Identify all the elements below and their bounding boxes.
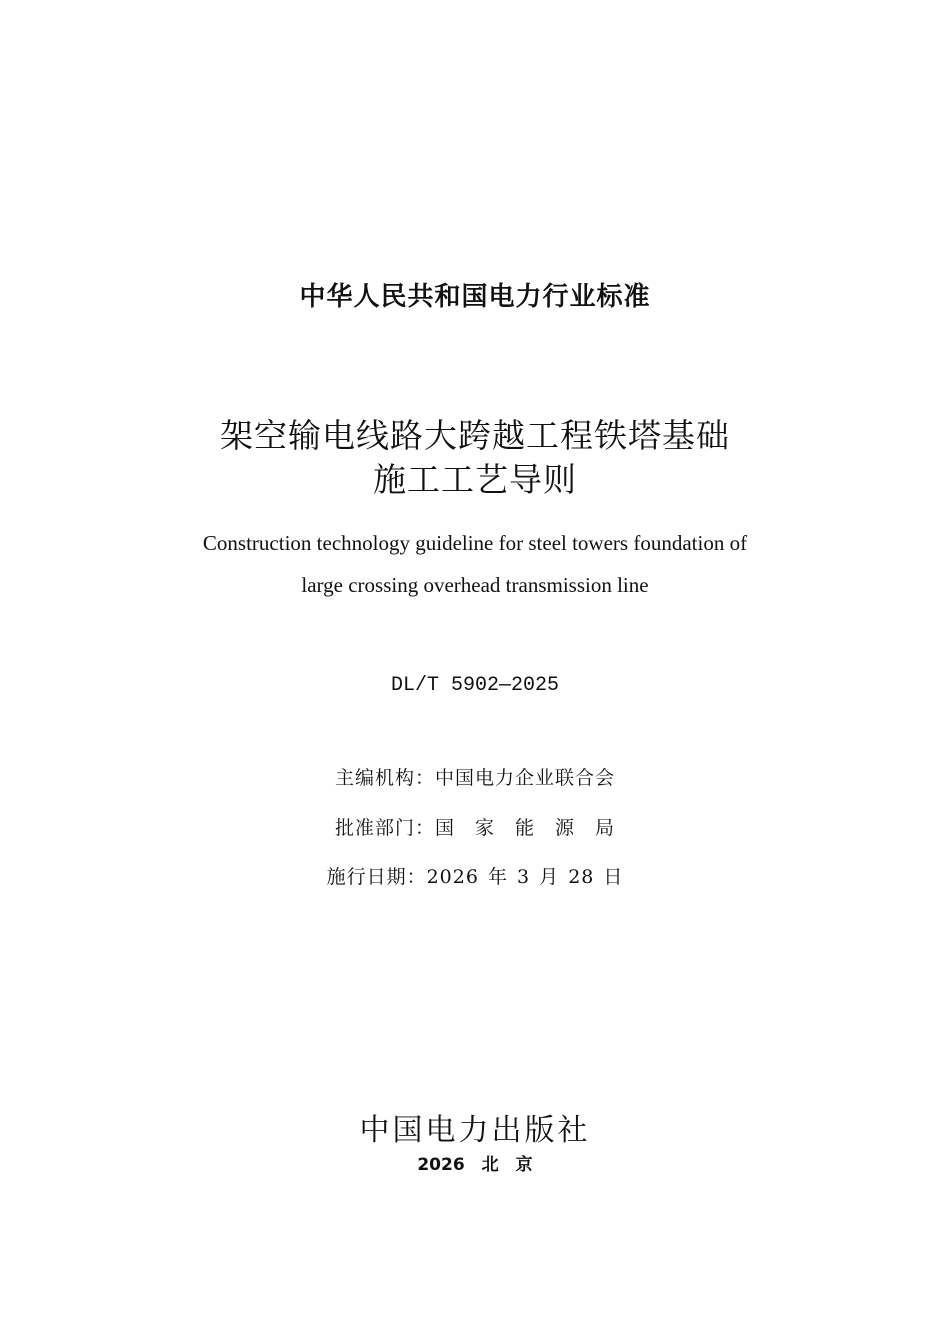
title-en-line-2: large crossing overhead transmission line (301, 573, 649, 597)
effective-date-label: 施行日期： (326, 866, 427, 888)
approver-label: 批准部门： (334, 817, 435, 839)
document-title-zh (0, 414, 950, 502)
industry-standard-heading: 中华人民共和国电力行业标准 (299, 282, 651, 312)
approver-value: 国 家 能 源 局 (435, 817, 616, 839)
publisher-name: 中国电力出版社 (359, 1113, 591, 1148)
title-zh-line-2: 施工工艺导则 (373, 460, 577, 499)
effective-date-row (0, 862, 950, 889)
editor-value: 中国电力企业联合会 (435, 767, 616, 789)
title-zh-line-1: 架空输电线路大跨越工程铁塔基础 (220, 416, 730, 455)
standard-number: DL/T 5902—2025 (390, 674, 560, 697)
approver-row (0, 813, 950, 840)
title-en-line-1: Construction technology guideline for steel towers foundation of (202, 531, 748, 555)
publication-place: 2026 北 京 (417, 1155, 533, 1175)
editor-label: 主编机构： (334, 767, 435, 789)
editor-row (0, 763, 950, 790)
document-title-en (0, 522, 950, 606)
effective-date-value: 2026 年 3 月 28 日 (426, 866, 624, 888)
